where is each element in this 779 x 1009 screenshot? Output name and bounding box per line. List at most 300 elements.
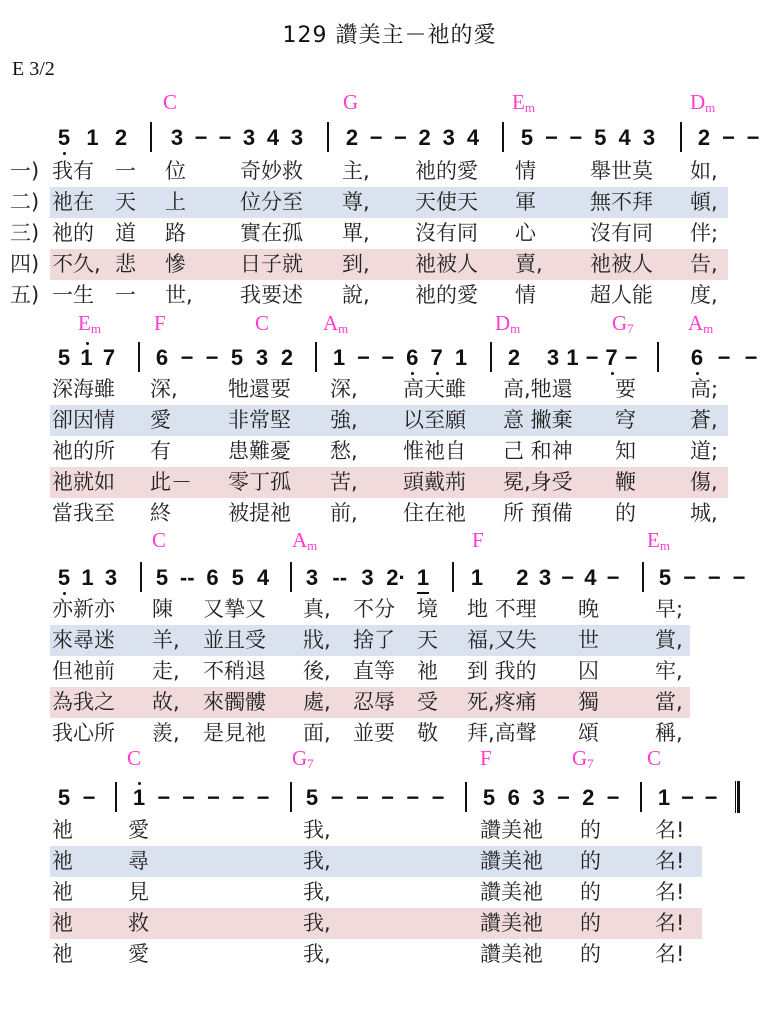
- lyric-syllable: 度,: [690, 283, 718, 307]
- note-value: 5: [658, 565, 672, 590]
- note: [440, 125, 458, 151]
- chord-root: D: [495, 311, 511, 335]
- lyric-syllable: 天使天: [415, 190, 478, 214]
- lyric-syllable: 的: [580, 880, 601, 904]
- low-octave-dot: [611, 372, 614, 375]
- bar-line: [150, 122, 152, 152]
- note-value: 6: [690, 345, 704, 370]
- chord-quality: 7: [627, 321, 634, 336]
- note: [102, 565, 120, 591]
- chord-symbol: [127, 746, 141, 772]
- lyric-syllable: 奇妙救: [240, 159, 303, 183]
- note: [303, 565, 321, 591]
- high-octave-dot: [138, 782, 141, 785]
- note: [55, 785, 73, 811]
- chord-root: C: [152, 528, 167, 552]
- lyric-syllable: 實在孤: [240, 221, 303, 245]
- chord-root: A: [323, 311, 339, 335]
- note: [155, 785, 173, 811]
- lyric-syllable: 祂就如: [52, 470, 115, 494]
- note-value: 1: [657, 785, 671, 810]
- lyric-syllable: 位: [165, 159, 186, 183]
- chord-symbol: [163, 90, 177, 116]
- chord-root: G: [343, 90, 359, 114]
- chord-root: A: [688, 311, 704, 335]
- lyric-syllable: 伴;: [690, 221, 719, 245]
- note-value: 1: [80, 345, 93, 370]
- note-value: −: [683, 565, 697, 590]
- note-value: 2: [418, 125, 431, 150]
- lyric-syllable: 被提祂: [228, 501, 291, 525]
- note-value: −: [355, 785, 369, 810]
- lyric-syllable: 為我之: [52, 690, 115, 714]
- lyric-syllable: 不分: [353, 597, 395, 621]
- lyric-syllable: 舉世莫: [590, 159, 653, 183]
- lyric-syllable: 陳: [152, 597, 173, 621]
- note-value: −: [585, 345, 599, 370]
- lyric-syllable: 苦,: [330, 470, 358, 494]
- note: [688, 345, 706, 371]
- note: [328, 785, 346, 811]
- lyric-syllable: 稱,: [655, 721, 683, 745]
- bar-line: [138, 342, 140, 372]
- lyric-syllable: 要: [615, 377, 636, 401]
- lyric-syllable: 此－: [150, 470, 192, 494]
- chord-symbol: [323, 311, 348, 337]
- note-value: −: [218, 125, 232, 150]
- lyric-syllable: 祂: [52, 849, 73, 873]
- note-value: −: [406, 785, 420, 810]
- note: [525, 345, 543, 371]
- chord-symbol: [495, 311, 520, 337]
- note-value: 1: [86, 125, 99, 150]
- note: [359, 565, 377, 591]
- lyric-syllable: 尋: [128, 849, 149, 873]
- lyric-syllable: 的: [580, 818, 601, 842]
- lyric-syllable: 祂在: [52, 190, 94, 214]
- note: [518, 125, 536, 151]
- lyric-syllable: 受: [417, 690, 438, 714]
- note-value: 4: [266, 125, 280, 150]
- note-value: 3: [538, 565, 552, 590]
- note: [391, 125, 409, 151]
- lyric-syllable: 名!: [655, 911, 685, 935]
- note: [468, 565, 486, 591]
- lyric-syllable: 情: [515, 159, 536, 183]
- chord-quality: m: [510, 321, 521, 336]
- lyric-syllable: 情: [515, 283, 536, 307]
- note-value: 3: [642, 125, 656, 150]
- note: [203, 345, 221, 371]
- note: [742, 345, 760, 371]
- chord-symbol: [690, 90, 715, 116]
- lyric-syllable: 如,: [690, 159, 718, 183]
- verse-label: 一): [10, 159, 40, 183]
- note-value: −: [256, 785, 270, 810]
- note: [505, 345, 523, 371]
- note: [702, 785, 720, 811]
- lyric-syllable: 高,牠還: [503, 377, 573, 401]
- lyric-syllable: 晚: [578, 597, 599, 621]
- lyric-syllable: 亦新亦: [52, 597, 115, 621]
- lyric-syllable: 鞭: [615, 470, 636, 494]
- lyric-syllable: 前,: [330, 501, 358, 525]
- verse-label: 三): [10, 221, 40, 245]
- note-value: −: [157, 785, 171, 810]
- note: [353, 785, 371, 811]
- note-value: 3: [290, 125, 304, 150]
- note-value: 2: [697, 125, 711, 150]
- lyric-syllable: 走,: [152, 659, 180, 683]
- note: [216, 125, 234, 151]
- bar-line: [452, 562, 454, 592]
- lyric-syllable: 愁,: [330, 439, 358, 463]
- chord-root: C: [255, 311, 270, 335]
- lyric-syllable: 死,疼痛: [467, 690, 537, 714]
- chord-symbol: [647, 746, 661, 772]
- lyric-syllable: 意 撇棄: [503, 408, 573, 432]
- lyric-syllable: 不稍退: [203, 659, 266, 683]
- lyric-syllable: 祂被人: [590, 252, 653, 276]
- chord-symbol: [512, 90, 535, 116]
- lyric-syllable: 祂的所: [52, 439, 115, 463]
- lyric-syllable: 慘: [165, 252, 186, 276]
- lyric-syllable: 世: [578, 628, 599, 652]
- chord-root: E: [647, 528, 660, 552]
- note-value: 1: [81, 565, 94, 590]
- note-value: 1: [454, 345, 468, 370]
- note-value: −: [330, 785, 344, 810]
- chord-quality: m: [338, 321, 349, 336]
- note: [559, 565, 577, 591]
- note-value: −: [681, 785, 694, 810]
- note: [153, 565, 171, 591]
- final-double-bar: [735, 781, 740, 813]
- note: [79, 565, 97, 591]
- lyric-syllable: 一: [115, 283, 136, 307]
- chord-root: G: [292, 746, 308, 770]
- lyric-syllable: 傷,: [690, 470, 718, 494]
- chord-root: C: [163, 90, 178, 114]
- lyric-syllable: 告,: [690, 252, 718, 276]
- chord-root: E: [78, 311, 91, 335]
- note-value: −: [606, 565, 620, 590]
- note: [480, 785, 498, 811]
- lyric-syllable: 愛: [128, 942, 149, 966]
- lyric-syllable: 賣,: [515, 252, 543, 276]
- note: [591, 125, 609, 151]
- lyric-syllable: 己 和神: [503, 439, 573, 463]
- lyric-syllable: 所 預備: [503, 501, 573, 525]
- verse-label: 二): [10, 190, 40, 214]
- note-value: 2: [582, 785, 595, 810]
- note: [229, 785, 247, 811]
- lyric-syllable: 羊,: [152, 628, 180, 652]
- chord-root: A: [292, 528, 308, 552]
- note: [544, 345, 562, 371]
- chord-symbol: [292, 528, 317, 554]
- lyric-syllable: 祂的愛: [415, 283, 478, 307]
- lyric-syllable: 境: [417, 597, 438, 621]
- note: [715, 345, 733, 371]
- lyric-syllable: 頌: [578, 721, 599, 745]
- note: [416, 125, 434, 151]
- lyric-syllable: 主,: [342, 159, 370, 183]
- lyric-syllable: 悲: [115, 252, 136, 276]
- note-value: 5: [57, 345, 71, 370]
- note-value: −: [393, 125, 407, 150]
- lyric-syllable: 我,: [303, 942, 331, 966]
- lyric-syllable: 深海雖: [52, 377, 115, 401]
- lyric-syllable: 愛: [128, 818, 149, 842]
- lyric-syllable: 祂的愛: [415, 159, 478, 183]
- lyric-syllable: 不久,: [52, 252, 101, 276]
- lyric-syllable: 冕,身受: [503, 470, 573, 494]
- lyric-syllable: 祂: [417, 659, 438, 683]
- lyric-syllable: 讚美祂: [480, 880, 543, 904]
- note-value: −: [624, 345, 638, 370]
- note-value: --: [179, 565, 195, 590]
- lyric-syllable: 沒有同: [590, 221, 653, 245]
- note-value: −: [561, 565, 575, 590]
- chord-quality: m: [307, 538, 318, 553]
- note: [330, 345, 348, 371]
- lyric-syllable: 敬: [417, 721, 438, 745]
- note-value: 5: [230, 345, 244, 370]
- lyric-syllable: 零丁孤: [228, 470, 291, 494]
- lyric-syllable: 祂被人: [415, 252, 478, 276]
- lyric-syllable: 我心所: [52, 721, 115, 745]
- lyric-syllable: 讚美祂: [480, 849, 543, 873]
- note: [581, 565, 599, 591]
- lyric-syllable: 知: [615, 439, 636, 463]
- note-value: −: [722, 125, 735, 150]
- chord-symbol: [255, 311, 269, 337]
- lyric-syllable: 卻因情: [52, 408, 115, 432]
- note: [178, 345, 196, 371]
- lyric-syllable: 當,: [655, 690, 683, 714]
- note: [288, 125, 306, 151]
- lyric-syllable: 我,: [303, 818, 331, 842]
- note-value: 4: [466, 125, 480, 150]
- note: [130, 785, 148, 811]
- lyric-syllable: 福,又失: [467, 628, 537, 652]
- note-value: −: [746, 125, 760, 150]
- note: [603, 345, 621, 371]
- chord-root: G: [572, 746, 588, 770]
- note: [153, 345, 171, 371]
- lyric-syllable: 沒有同: [415, 221, 478, 245]
- bar-line: [290, 562, 292, 592]
- lyric-syllable: 祂: [52, 942, 73, 966]
- chord-quality: 7: [307, 756, 314, 771]
- lyric-syllable: 尊,: [342, 190, 370, 214]
- chord-quality: m: [524, 100, 535, 115]
- note-value: −: [732, 565, 746, 590]
- key-signature: E 3/2: [12, 58, 55, 80]
- lyric-syllable: 世,: [165, 283, 193, 307]
- lyric-syllable: 的: [580, 911, 601, 935]
- note: [254, 785, 272, 811]
- bar-line: [140, 562, 142, 592]
- lyric-syllable: 高天雖: [403, 377, 466, 401]
- note-value: 1: [332, 345, 346, 370]
- lyric-syllable: 終: [150, 501, 171, 525]
- note: [530, 785, 548, 811]
- note-value: 6: [206, 565, 219, 590]
- lyric-syllable: 牢,: [655, 659, 683, 683]
- lyric-syllable: 讚美祂: [480, 818, 543, 842]
- note-value: 3: [104, 565, 118, 590]
- lyric-syllable: 蒼,: [690, 408, 718, 432]
- chord-root: C: [127, 746, 142, 770]
- note: [240, 125, 258, 151]
- note: [178, 565, 196, 591]
- note-value: 7: [102, 345, 116, 370]
- note-value: 5: [231, 565, 244, 590]
- lyric-syllable: 天: [115, 190, 136, 214]
- lyric-syllable: 並且受: [203, 628, 266, 652]
- chord-symbol: [472, 528, 484, 554]
- note: [84, 125, 102, 151]
- lyric-syllable: 天: [417, 628, 438, 652]
- lyric-syllable: 真,: [303, 597, 331, 621]
- note-value: 5: [155, 565, 169, 590]
- bar-line: [680, 122, 682, 152]
- note: [604, 565, 622, 591]
- lyric-syllable: 到,: [342, 252, 370, 276]
- note: [428, 345, 446, 371]
- lyric-syllable: 名!: [655, 818, 685, 842]
- lyric-syllable: 拜,高聲: [467, 721, 537, 745]
- lyric-syllable: 住在祂: [403, 501, 466, 525]
- note-value: −: [369, 125, 383, 150]
- note: [583, 345, 601, 371]
- note: [604, 785, 622, 811]
- note-value: 5: [57, 785, 71, 810]
- note: [429, 785, 447, 811]
- bar-line: [465, 782, 467, 812]
- note: [567, 125, 585, 151]
- chord-symbol: [647, 528, 670, 554]
- note: [695, 125, 713, 151]
- note: [386, 565, 404, 591]
- note: [112, 125, 130, 151]
- note-value: −: [569, 125, 583, 150]
- note: [705, 565, 723, 591]
- note: [403, 345, 421, 371]
- chord-symbol: [154, 311, 166, 337]
- lyric-syllable: 非常堅: [228, 408, 291, 432]
- lyric-syllable: 高;: [690, 377, 719, 401]
- lyric-syllable: 城,: [690, 501, 718, 525]
- note: [616, 125, 634, 151]
- note: [579, 785, 597, 811]
- note: [354, 345, 372, 371]
- lyric-syllable: 深,: [150, 377, 178, 401]
- note-value: −: [356, 345, 370, 370]
- note-value: −: [717, 345, 731, 370]
- lyric-syllable: 來髑髏: [203, 690, 266, 714]
- note: [229, 565, 247, 591]
- note: [180, 785, 198, 811]
- note-value: 2: [280, 345, 294, 370]
- lyric-syllable: 是見祂: [203, 721, 266, 745]
- chord-symbol: [688, 311, 713, 337]
- chord-quality: 7: [587, 756, 594, 771]
- lyric-syllable: 穹: [615, 408, 636, 432]
- chord-symbol: [572, 746, 594, 772]
- lyric-syllable: 牠還要: [228, 377, 291, 401]
- lyric-syllable: 忍辱: [353, 690, 395, 714]
- note: [452, 345, 470, 371]
- note: [640, 125, 658, 151]
- note-value: −: [194, 125, 208, 150]
- lyric-syllable: 頓,: [690, 190, 718, 214]
- note-value: 7: [430, 345, 443, 370]
- note-value: 4: [584, 565, 597, 590]
- note-value: 5: [520, 125, 534, 150]
- lyric-syllable: 以至願: [403, 408, 466, 432]
- chord-quality: m: [90, 321, 101, 336]
- chord-root: F: [154, 311, 166, 335]
- note-value: 2: [507, 345, 521, 370]
- note: [303, 785, 321, 811]
- note-value: 3: [361, 565, 374, 590]
- lyric-syllable: 單,: [342, 221, 370, 245]
- lyric-syllable: 並要: [353, 721, 395, 745]
- bar-line: [115, 782, 117, 812]
- bar-line: [640, 782, 642, 812]
- lyric-syllable: 心: [515, 221, 536, 245]
- high-octave-dot: [86, 342, 89, 345]
- lyric-syllable: 戕,: [303, 628, 331, 652]
- lyric-syllable: 賞,: [655, 628, 683, 652]
- note: [404, 785, 422, 811]
- note: [536, 565, 554, 591]
- note-value: 6: [507, 785, 520, 810]
- lyric-syllable: 道;: [690, 439, 719, 463]
- note-value: −: [206, 785, 220, 810]
- lyric-syllable: 一生: [52, 283, 94, 307]
- note-value: −: [431, 785, 445, 810]
- note-value: 1: [132, 785, 146, 810]
- note: [254, 565, 272, 591]
- note-value: 3: [242, 125, 256, 150]
- chord-root: F: [472, 528, 484, 552]
- note-value: 1: [470, 565, 484, 590]
- chord-quality: m: [659, 538, 670, 553]
- lyric-syllable: 名!: [655, 849, 685, 873]
- chord-symbol: [480, 746, 492, 772]
- chord-quality: m: [705, 100, 716, 115]
- note: [656, 565, 674, 591]
- lyric-syllable: 日子就: [240, 252, 303, 276]
- low-octave-dot: [63, 152, 66, 155]
- lyric-syllable: 見: [128, 880, 149, 904]
- note-value: 7: [605, 345, 618, 370]
- lyric-syllable: 早;: [655, 597, 684, 621]
- note-value: 6: [406, 345, 419, 370]
- note-value: 3: [442, 125, 455, 150]
- note-value: −: [180, 345, 194, 370]
- chord-root: F: [480, 746, 492, 770]
- lyric-syllable: 道: [115, 221, 136, 245]
- lyric-syllable: 頭戴荊: [403, 470, 466, 494]
- note: [542, 125, 560, 151]
- note: [464, 125, 482, 151]
- lyric-syllable: 愛: [150, 408, 171, 432]
